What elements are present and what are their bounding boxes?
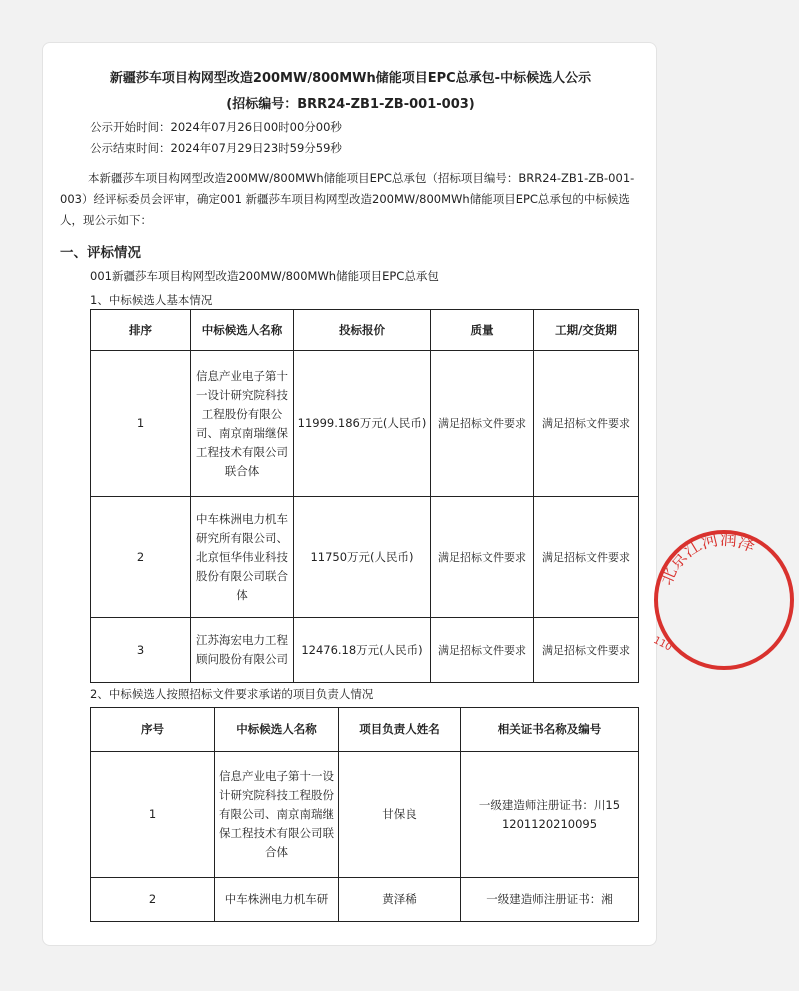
bid-price-cell: 11750万元(人民币) bbox=[294, 497, 431, 618]
candidate-name-cell: 中车株洲电力机车研究所有限公司、北京恒华伟业科技股份有限公司联合体 bbox=[191, 497, 294, 618]
header-certificate: 相关证书名称及编号 bbox=[461, 708, 639, 752]
table-row bbox=[91, 752, 639, 878]
candidate-name-cell: 信息产业电子第十一设计研究院科技工程股份有限公司、南京南瑞继保工程技术有限公司联合体 bbox=[191, 351, 294, 497]
period-cell: 满足招标文件要求 bbox=[534, 618, 639, 683]
manager-name-cell: 甘保良 bbox=[339, 752, 461, 878]
table-row bbox=[91, 618, 639, 683]
rank-cell: 1 bbox=[91, 351, 191, 497]
number-cell: 1 bbox=[91, 752, 215, 878]
candidate-name-cell: 江苏海宏电力工程顾问股份有限公司 bbox=[191, 618, 294, 683]
header-manager-name: 项目负责人姓名 bbox=[339, 708, 461, 752]
company-seal bbox=[649, 525, 799, 675]
number-cell: 2 bbox=[91, 878, 215, 922]
lot-name: 001新疆莎车项目构网型改造200MW/800MWh储能项目EPC总承包 bbox=[90, 269, 439, 283]
table-row bbox=[91, 878, 639, 922]
candidate-name-cell: 信息产业电子第十一设计研究院科技工程股份有限公司、南京南瑞继保工程技术有限公司联合体 bbox=[215, 752, 339, 878]
table-header-row bbox=[91, 708, 639, 752]
publicity-end-time: 公示结束时间：2024年07月29日23时59分59秒 bbox=[90, 141, 342, 155]
candidate-name-cell: 中车株洲电力机车研 bbox=[215, 878, 339, 922]
table-header-row bbox=[91, 310, 639, 351]
period-cell: 满足招标文件要求 bbox=[534, 351, 639, 497]
subsection-candidates: 1、中标候选人基本情况 bbox=[90, 293, 213, 307]
section-heading: 一、评标情况 bbox=[60, 245, 141, 261]
manager-name-cell: 黄泽稀 bbox=[339, 878, 461, 922]
project-manager-table bbox=[90, 707, 639, 922]
header-candidate-name: 中标候选人名称 bbox=[215, 708, 339, 752]
quality-cell: 满足招标文件要求 bbox=[431, 497, 534, 618]
subsection-project-managers: 2、中标候选人按照招标文件要求承诺的项目负责人情况 bbox=[90, 687, 374, 701]
header-bid-price: 投标报价 bbox=[294, 310, 431, 351]
quality-cell: 满足招标文件要求 bbox=[431, 618, 534, 683]
period-cell: 满足招标文件要求 bbox=[534, 497, 639, 618]
table-row bbox=[91, 351, 639, 497]
intro-paragraph: 本新疆莎车项目构网型改造200MW/800MWh储能项目EPC总承包（招标项目编号：BRR24-ZB1-ZB-001-003）经评标委员会评审，确定001 新疆莎车项目构网型改造200MW/800MWh储能项目EPC总承包的中标候选人，现公示如下： bbox=[60, 171, 635, 227]
certificate-cell: 一级建造师注册证书：川151201120210095 bbox=[461, 752, 639, 878]
header-quality: 质量 bbox=[431, 310, 534, 351]
header-period: 工期/交货期 bbox=[534, 310, 639, 351]
quality-cell: 满足招标文件要求 bbox=[431, 351, 534, 497]
rank-cell: 2 bbox=[91, 497, 191, 618]
header-number: 序号 bbox=[91, 708, 215, 752]
certificate-cell: 一级建造师注册证书：湘 bbox=[461, 878, 639, 922]
header-rank: 排序 bbox=[91, 310, 191, 351]
bid-price-cell: 11999.186万元(人民币) bbox=[294, 351, 431, 497]
publicity-start-time: 公示开始时间：2024年07月26日00时00分00秒 bbox=[90, 120, 342, 134]
header-candidate-name: 中标候选人名称 bbox=[191, 310, 294, 351]
document-page bbox=[42, 42, 759, 946]
tender-number: (招标编号：BRR24-ZB1-ZB-001-003) bbox=[226, 97, 475, 112]
bid-price-cell: 12476.18万元(人民币) bbox=[294, 618, 431, 683]
seal-code: 110 bbox=[651, 634, 674, 654]
seal-text: 北京江河润泽 bbox=[656, 529, 759, 589]
table-row bbox=[91, 497, 639, 618]
notice-title: 新疆莎车项目构网型改造200MW/800MWh储能项目EPC总承包-中标候选人公示 bbox=[109, 71, 592, 86]
candidates-table bbox=[90, 309, 639, 683]
rank-cell: 3 bbox=[91, 618, 191, 683]
